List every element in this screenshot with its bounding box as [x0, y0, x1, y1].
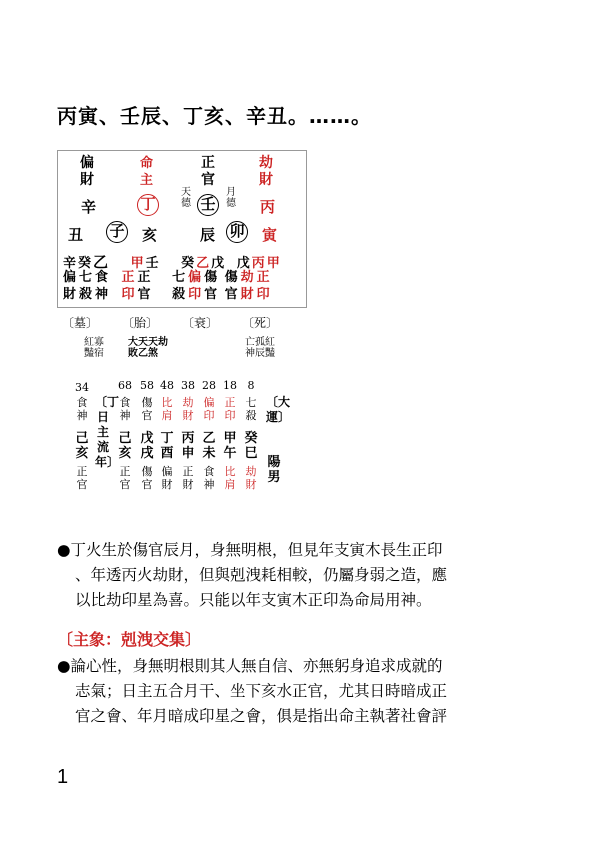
para2-line1: ●論心性，身無明根則其人無自信、亦無躬身追求成就的: [57, 657, 443, 675]
shensha-hour: 紅寡豔宿: [84, 337, 104, 359]
tian-de-tag: 天德: [181, 187, 191, 209]
yue-de-tag: 月德: [226, 187, 236, 209]
god-label-year: 劫 財: [259, 155, 273, 188]
luck-god-top: 食神: [119, 396, 131, 422]
luck-god-bottom: 正財: [182, 465, 194, 491]
para1-line2: 、年透丙火劫財，但與剋洩耗相較，仍屬身弱之造，應: [75, 566, 448, 584]
luck-age: 18: [223, 379, 237, 392]
hidden-stems-row: 辛癸乙 甲壬 癸乙戊 戊丙甲: [63, 253, 282, 271]
luck-pillar: 乙未: [202, 431, 216, 461]
luck-god-top: 食神: [76, 396, 88, 422]
luck-age: 38: [181, 379, 195, 392]
stem-hour: 辛: [81, 198, 97, 216]
luck-pillar: 丙申: [181, 431, 195, 461]
palace-label-2: 〔胎〕: [122, 316, 159, 330]
shensha-year: 亡孤紅神辰豔: [245, 337, 275, 359]
para1-line1: ●丁火生於傷官辰月，身無明根，但見年支寅木長生正印: [57, 541, 443, 559]
stem-month-circled: 壬: [197, 194, 219, 216]
luck-god-bottom: 劫財: [245, 465, 257, 491]
luck-age: 68: [118, 379, 132, 392]
shensha-day: 大天天劫敗乙煞: [128, 337, 168, 359]
luck-god-bottom: 偏財: [161, 465, 173, 491]
bazi-chart: [57, 150, 307, 308]
branch-day: 亥: [142, 226, 158, 244]
para2-line3: 官之會、年月暗成印星之會，俱是指出命主執著社會評: [75, 707, 448, 725]
god-label-day: 命 主: [140, 156, 154, 188]
paragraph-1: [57, 538, 517, 613]
branch-month: 辰: [200, 226, 216, 244]
luck-god-bottom: 比肩: [224, 465, 236, 491]
luck-pillar: 丁酉: [160, 431, 174, 461]
section-subtitle: 〔主象：剋洩交集〕: [57, 630, 202, 649]
luck-god-top: 偏印: [203, 396, 215, 422]
flow-year-label: 〔丁日主流年〕: [95, 395, 120, 469]
luck-pillar: 己亥: [75, 431, 89, 461]
stem-year: 丙: [260, 198, 276, 216]
para1-line3: 以比劫印星為喜。只能以年支寅木正印為命局用神。: [75, 591, 432, 609]
god-label-month: 正 官: [201, 155, 215, 188]
palace-label-4: 〔死〕: [242, 316, 279, 330]
palace-label-3: 〔衰〕: [182, 316, 219, 330]
luck-god-top: 七殺: [245, 396, 257, 422]
para2-line2: 志氣；日主五合月干、坐下亥水正官，尤其日時暗成正: [75, 682, 448, 700]
luck-god-bottom: 正官: [76, 465, 88, 491]
luck-age: 8: [247, 379, 255, 392]
extra-circle-mao: 卯: [226, 221, 248, 243]
luck-god-top: 正印: [224, 396, 236, 422]
luck-god-top: 傷官: [141, 396, 153, 422]
luck-age: 28: [202, 379, 216, 392]
luck-god-bottom: 正官: [119, 465, 131, 491]
luck-god-bottom: 傷官: [141, 465, 153, 491]
page-heading: 丙寅、壬辰、丁亥、辛丑。……。: [57, 104, 372, 128]
extra-circle-zi: 子: [106, 221, 128, 243]
big-luck-label: 〔大運〕: [266, 395, 291, 424]
luck-pillar: 癸巳: [244, 431, 258, 461]
luck-age: 34: [75, 381, 89, 394]
gender-label: 陽男: [267, 455, 281, 485]
luck-pillar: 己亥: [118, 431, 132, 461]
branch-year: 寅: [262, 226, 278, 244]
stem-day-circled: 丁: [137, 194, 159, 216]
luck-age: 48: [160, 379, 174, 392]
luck-age: 58: [140, 379, 154, 392]
hidden-gods-row: 偏 財七 殺食 神 正 印正 官 七 殺偏 印傷 官 傷 官劫 財正 印: [63, 270, 270, 302]
luck-pillar: 戊戌: [140, 431, 154, 461]
luck-pillar: 甲午: [223, 431, 237, 461]
god-label-year-hour: 偏 財: [80, 155, 94, 188]
palace-label-1: 〔墓〕: [62, 316, 99, 330]
luck-god-top: 劫財: [182, 396, 194, 422]
paragraph-2: [57, 654, 517, 729]
luck-god-top: 比肩: [161, 396, 173, 422]
page-number: 1: [57, 766, 69, 788]
luck-god-bottom: 食神: [203, 465, 215, 491]
branch-hour: 丑: [68, 226, 84, 244]
